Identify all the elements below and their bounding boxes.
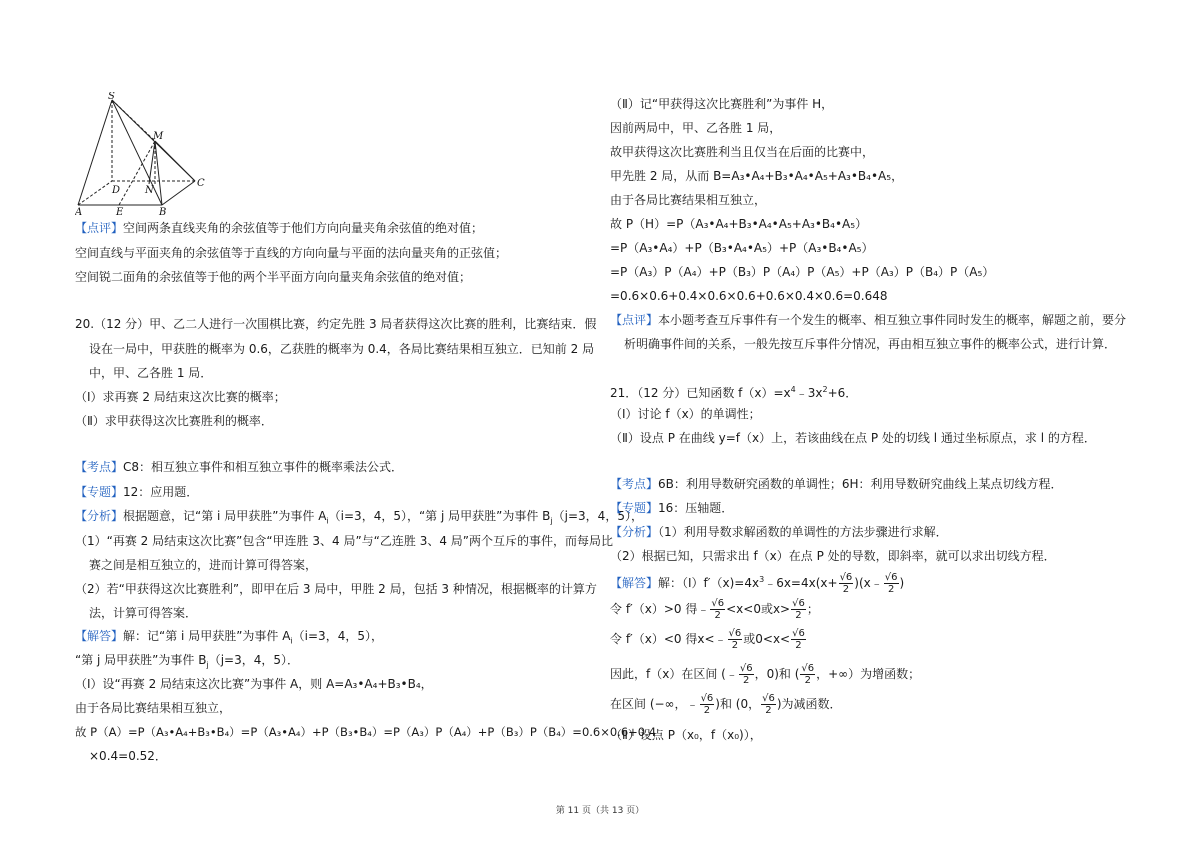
jieda-1b: （i=3，4，5）， xyxy=(292,629,383,643)
r-jieda-1g: (x﹣ xyxy=(858,576,883,590)
ling1a: 令 f′（x）>0 得﹣ xyxy=(610,602,710,616)
dianping-line-1 xyxy=(75,220,483,236)
r-quj-line xyxy=(610,692,842,716)
jieda-line-6: ×0.4=0.52． xyxy=(89,749,167,763)
r-line-3: 故甲获得这次比赛胜利当且仅当在后面的比赛中， xyxy=(610,145,875,159)
r-jieda-tag: 【解答】 xyxy=(610,576,659,590)
q20-line-4: （Ⅰ）求再赛 2 局结束这次比赛的概率； xyxy=(75,390,286,404)
r-fenxi-line-1 xyxy=(610,524,948,540)
fenxi-line-3: 赛之间是相互独立的，进而计算可得答案， xyxy=(89,558,318,572)
r-zhuanti-text: 16：压轴题． xyxy=(658,501,734,515)
yinci-b: ，0)和 ( xyxy=(754,667,800,681)
r-ling-line-2 xyxy=(610,627,807,651)
q21-1c: ﹣3x xyxy=(795,386,823,400)
q20-line-3: 中，甲、乙各胜 1 局． xyxy=(89,366,213,380)
r-kaodian-text: 6B：利用导数研究函数的单调性；6H：利用导数研究曲线上某点切线方程． xyxy=(658,477,1063,491)
r-dianping-1 xyxy=(610,312,1126,328)
kaodian-tag: 【考点】 xyxy=(75,460,124,474)
fenxi-1b: （i=3，4，5），“第 j 局甲获胜”为事件 B xyxy=(328,509,551,523)
r-line-6: 故 P（H）=P（A₃•A₄+B₃•A₄•A₅+A₃•B₄•A₅） xyxy=(610,217,868,231)
dianping-line-2: 空间直线与平面夹角的余弦值等于直线的方向向量与平面的法向量夹角的正弦值； xyxy=(75,246,508,260)
q20-line-2: 设在一局中，甲获胜的概率为 0.6，乙获胜的概率为 0.4，各局比赛结果相互独立．已知前 2 局 xyxy=(89,342,595,356)
q21-exp-2: 2 xyxy=(822,385,828,394)
fenxi-line-4: （2）若“甲获得这次比赛胜利”，即甲在后 3 局中，甲胜 2 局，包括 3 种情况，根据概率的计算方 xyxy=(75,582,597,596)
r-line-8: =P（A₃）P（A₄）+P（B₃）P（A₄）P（A₅）+P（A₃）P（B₄）P（A₅） xyxy=(610,265,995,279)
frac-sqrt6-over-2: $\frac{√6}{2}$ xyxy=(762,693,775,716)
jieda-tag: 【解答】 xyxy=(75,629,124,643)
r-zhuanti-line xyxy=(610,500,733,516)
dianping-tag: 【点评】 xyxy=(75,221,124,235)
r-ling-line-1 xyxy=(610,597,819,621)
r-dianping-text-1: 本小题考查互斥事件有一个发生的概率、相互独立事件同时发生的概率，解题之前，要分 xyxy=(658,313,1127,327)
r-jieda-1e: (x+ xyxy=(815,576,838,590)
quj-b: )和 (0， xyxy=(715,697,761,711)
jieda-line-5: 故 P（A）=P（A₃•A₄+B₃•B₄）=P（A₃•A₄）+P（B₃•B₄）=P（A₃）P（A₄）+P（B₃）P（B₄）=0.6×0.6+0.4 xyxy=(75,725,657,739)
kaodian-text: C8：相互独立事件和相互独立事件的概率乘法公式． xyxy=(123,460,404,474)
quj-c: )为减函数． xyxy=(776,697,842,711)
fenxi-tag: 【分析】 xyxy=(75,509,124,523)
jieda-line-1: 【解答】解：记“第 i 局甲获胜”为事件 $A_i(i=3$，4，5）， xyxy=(75,629,383,646)
ling2a: 令 f′（x）<0 得x<﹣ xyxy=(610,632,727,646)
r-jieda-1d: ﹣6x=4x xyxy=(764,576,816,590)
r-line-2: 因前两局中，甲、乙各胜 1 局， xyxy=(610,121,782,135)
r-jieda-1a: 解：（Ⅰ）f′（x)=4 xyxy=(658,576,752,590)
r-ii-line: （Ⅱ）设点 P（x₀，f（x₀)）， xyxy=(610,728,762,742)
r-jieda-1f: ) xyxy=(854,576,859,590)
fenxi-1c: （j=3，4，5）， xyxy=(552,509,643,523)
r-dianping-tag: 【点评】 xyxy=(610,313,659,327)
frac-sqrt6-over-2: $\frac{√6}{2}$ xyxy=(728,628,742,651)
frac-sqrt6-over-2: $\frac{√6}{2}$ xyxy=(700,693,714,716)
fenxi-line-2: （1）“再赛 2 局结束这次比赛”包含“甲连胜 3、4 局”与“乙连胜 3、4 局”两个互斥的事件，而每局比 xyxy=(75,534,613,548)
q20-line-5: （Ⅱ）求甲获得这次比赛胜利的概率． xyxy=(75,414,273,428)
q21-line-1 xyxy=(610,382,857,401)
r-kaodian-line xyxy=(610,476,1063,492)
ling2b: 或0<x< xyxy=(743,632,791,646)
kaodian-line xyxy=(75,459,403,475)
label-e: E xyxy=(116,207,124,218)
q21-line-2: （Ⅰ）讨论 f（x）的单调性； xyxy=(610,407,761,421)
fenxi-1a: 根据题意，记“第 i 局甲获胜”为事件 A xyxy=(123,509,327,523)
r-fenxi-text-1: （1）利用导数求解函数的单调性的方法步骤进行求解． xyxy=(658,525,948,539)
r-jieda-1b: x xyxy=(751,576,760,590)
ling1b: <x<0或x> xyxy=(726,602,791,616)
label-a: A xyxy=(75,207,83,218)
label-b: B xyxy=(159,207,167,218)
zhuanti-text: 12：应用题． xyxy=(123,485,199,499)
r-fenxi-tag: 【分析】 xyxy=(610,525,659,539)
frac-sqrt6-over-2: $\frac{√6}{2}$ xyxy=(711,598,725,621)
jieda-line-3: （Ⅰ）设“再赛 2 局结束这次比赛”为事件 A，则 A=A₃•A₄+B₃•B₄， xyxy=(75,677,433,691)
r-line-7: =P（A₃•A₄）+P（B₃•A₄•A₅）+P（A₃•B₄•A₅） xyxy=(610,241,874,255)
r-line-4: 甲先胜 2 局，从而 B=A₃•A₄+B₃•A₄•A₅+A₃•B₄•A₅， xyxy=(610,169,904,183)
label-m: M xyxy=(153,131,164,142)
r-jieda-line-1 xyxy=(610,568,904,595)
page-footer: 第 11 页（共 13 页） xyxy=(555,806,645,816)
frac-sqrt6-over-2: $\frac{√6}{2}$ xyxy=(739,663,753,686)
q21-exp-4: 4 xyxy=(790,385,796,394)
fenxi-line-5: 法，计算可得答案． xyxy=(89,606,198,620)
r-line-1: （Ⅱ）记“甲获得这次比赛胜利”为事件 H， xyxy=(610,97,834,111)
jieda-2: “第 j 局甲获胜”为事件 B xyxy=(75,653,207,667)
label-n: N xyxy=(145,185,154,196)
dianping-text-1: 空间两条直线夹角的余弦值等于他们方向向量夹角余弦值的绝对值； xyxy=(123,221,484,235)
yinci-a: 因此，f（x）在区间 (﹣ xyxy=(610,667,738,681)
r-kaodian-tag: 【考点】 xyxy=(610,477,659,491)
frac-sqrt6-over-2: $\frac{√6}{2}$ xyxy=(884,572,898,595)
jieda-2b: （j=3，4，5）． xyxy=(208,653,299,667)
jieda-1: 解：记“第 i 局甲获胜”为事件 A xyxy=(123,629,291,643)
q20-line-1: 20.（12 分）甲、乙二人进行一次围棋比赛，约定先胜 3 局者获得这次比赛的胜利，比赛结束．假 xyxy=(75,317,597,331)
r-jieda-exp-3: 3 xyxy=(759,575,765,584)
r-line-9: =0.6×0.6+0.4×0.6×0.6+0.6×0.4×0.6=0.648 xyxy=(610,289,888,303)
jieda-line-4: 由于各局比赛结果相互独立， xyxy=(75,701,232,715)
q21-1a: 21．（12 分）已知函数 f（x）=x xyxy=(610,386,791,400)
r-dianping-2: 析明确事件间的关系，一般先按互斥事件分情况，再由相互独立事件的概率公式，进行计算． xyxy=(624,337,1117,351)
label-d: D xyxy=(112,185,121,196)
fenxi-line-1: 【分析】根据题意，记“第 i 局甲获胜”为事件 $A_i(i=3$，4，5），“第 j 局甲获胜”为事件 $B_j(j=3$，4，5）， xyxy=(75,509,643,526)
quj-a: 在区间 (−∞，﹣ xyxy=(610,697,699,711)
jieda-line-2: “第 j 局甲获胜”为事件 $B_j(j=3$，4，5）． xyxy=(75,653,299,670)
frac-sqrt6-over-2: $\frac{√6}{2}$ xyxy=(792,628,805,651)
frac-sqrt6-over-2: $\frac{√6}{2}$ xyxy=(839,572,853,595)
yinci-c: ，+∞）为增函数； xyxy=(816,667,921,681)
label-c: C xyxy=(197,178,205,189)
dianping-line-3: 空间锐二面角的余弦值等于他的两个半平面方向向量夹角余弦值的绝对值； xyxy=(75,270,472,284)
label-s: S xyxy=(108,92,115,102)
frac-sqrt6-over-2: $\frac{√6}{2}$ xyxy=(801,663,815,686)
q21-line-3: （Ⅱ）设点 P 在曲线 y=f（x）上，若该曲线在点 P 处的切线 l 通过坐标原点，求 l 的方程． xyxy=(610,431,1096,445)
r-zhuanti-tag: 【专题】 xyxy=(610,501,659,515)
r-fenxi-line-2: （2）根据已知，只需求出 f（x）在点 P 处的导数，即斜率，就可以求出切线方程． xyxy=(610,549,1056,563)
r-yinci-line xyxy=(610,662,920,686)
frac-sqrt6-over-2: $\frac{√6}{2}$ xyxy=(792,598,805,621)
q21-1e: +6． xyxy=(827,386,858,400)
ling1c: ； xyxy=(806,602,819,616)
pyramid-figure xyxy=(75,92,215,218)
zhuanti-line xyxy=(75,484,198,500)
zhuanti-tag: 【专题】 xyxy=(75,485,124,499)
r-line-5: 由于各局比赛结果相互独立， xyxy=(610,193,767,207)
r-jieda-1h: ) xyxy=(899,576,905,590)
